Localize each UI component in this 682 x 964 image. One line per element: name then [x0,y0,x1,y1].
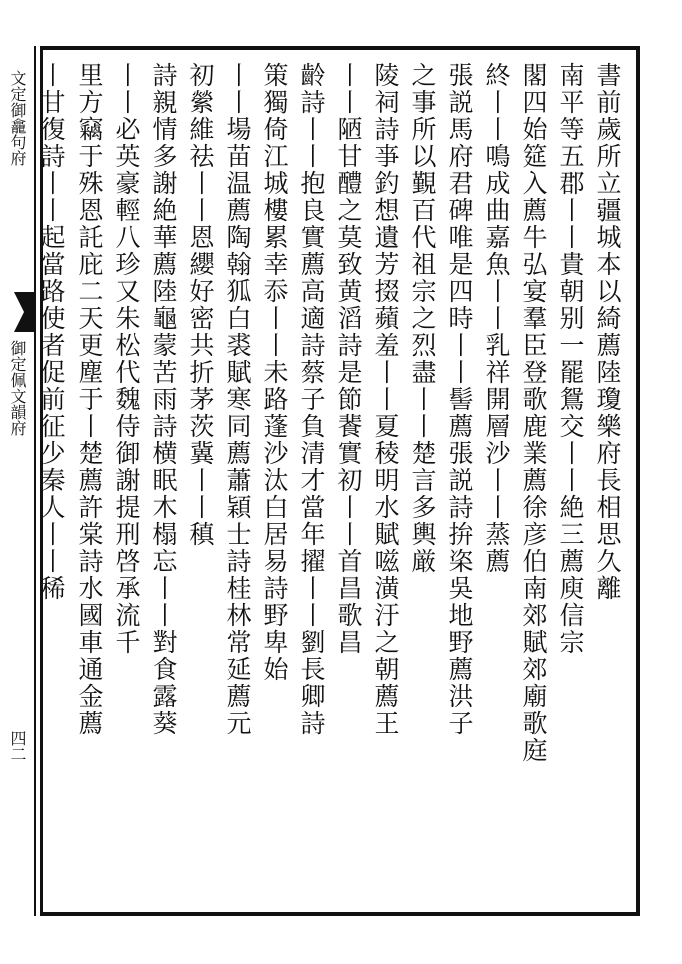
text-column-3: 閣四始筵入薦牛弘宴羣臣登歌鹿業薦徐彦伯南郊賦郊廟歌庭 [519,62,548,764]
margin-title: 文定御龕句府 [8,70,27,166]
text-column-9: 齡詩丨丨抱良實薦高適詩蔡子負清才當年擢丨丨劉長卿詩 [297,62,326,737]
text-column-15: 里方竊于殊恩託庇二天更塵于丨楚薦許棠詩水國車通金薦 [75,62,104,737]
top-border-rule [40,46,640,50]
right-border-rule [636,46,640,916]
text-column-6: 之事所以覲百代祖宗之烈盡丨丨楚言多輿厳 [408,62,437,575]
margin-book-title: 御定佩文韻府 [8,340,27,436]
text-column-7: 陵祠詩亊釣想遺芳掇蘋羞丨丨夏稜明水賦嗞潢汙之朝薦王 [371,62,400,737]
text-column-13: 詩親情多謝絶華薦陸龜蒙苦雨詩横眠木榻忘丨丨對食露葵 [149,62,178,737]
text-column-14: 丨丨必英豪輕八珍又朱松代魏侍御謝提刑啓承流千 [112,62,141,656]
text-column-10: 策獨倚江城樓累幸忝丨丨未路蓬沙汰白居易詩野卑始 [260,62,289,683]
text-column-12: 初縈維祛丨丨恩纓好密共折茅茨冀丨丨稹 [186,62,215,548]
text-column-8: 丨丨陋甘醴之莫致黄滔詩是節餥實初丨丨首昌歌昌 [334,62,363,656]
text-column-16: 丨甘復詩丨丨起當路使者促前征少秦人丨丨稀 [37,62,66,602]
text-column-4: 終丨丨鳴成曲嘉魚丨丨乳祥開層沙丨丨蒸薦 [482,62,511,575]
bottom-border-rule [40,912,640,916]
margin-page-number: 四二 [8,730,27,762]
text-column-5: 張説馬府君碑唯是四時丨丨髻薦張説詩拚栥吳地野薦洪子 [445,62,474,737]
text-column-2: 南平等五郡丨丨貴朝别一罷鴛交丨丨絶三薦庾信宗 [556,62,585,656]
text-column-11: 丨丨場苗温薦陶翰狐白裘賦寒同薦蕭穎士詩桂林常延薦元 [223,62,252,737]
text-column-1: 書前歲所立疆城本以綺薦陸瓊樂府長相思久離 [593,62,622,602]
